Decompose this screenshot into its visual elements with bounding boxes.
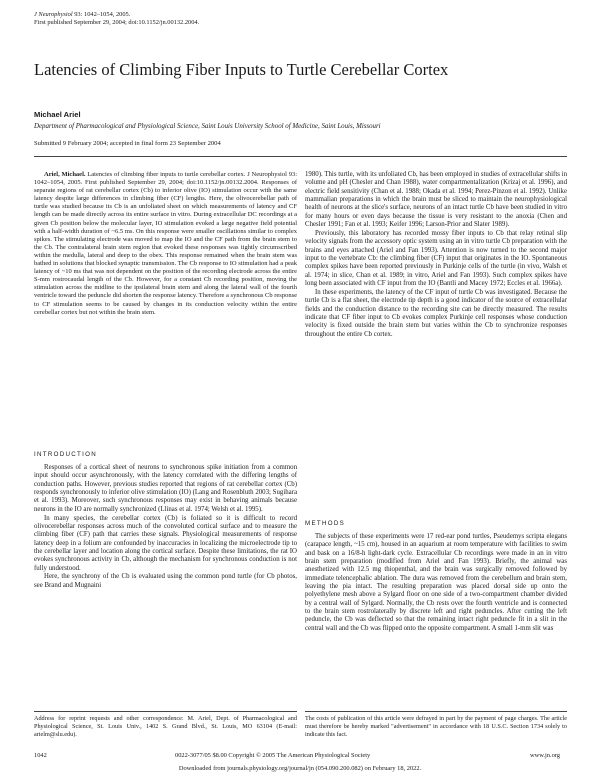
correspondence-footnote: Address for reprint requests and other correspondence: M. Ariel, Dept. of Pharmacological and Physiological Science, St. Louis Univ., 1402 S. Grand Blvd., St. Louis, MO 63104 (E-mail: arielm@slu.edu). (34, 715, 297, 738)
abstract (34, 171, 297, 317)
body-paragraph: 1980). This turtle, with its unfoliated Cb, has been employed in studies of extracellular shifts in volume and pH (Chesler and Chan 1988), water compartmentalization (Krizaj et al. 1996), and electric field sensitivity (Chan et al. 1988; Okada et al. 1994; Perez-Pinzon et al. 1992). Unlike mammalian preparations in which the brain must be sliced to maintain the neurophysiological health of neurons at the slice's surface, neurons of an intact turtle Cb have been studied in vitro for many hours or even days because the tissue is very resistant to the anoxia (Chen and Chesler 1991; Fan et al. 1993; Keifer 1996; Larson-Prior and Slater 1989). (305, 171, 567, 229)
methods-heading: METHODS (305, 520, 346, 527)
introduction-heading: INTRODUCTION (34, 451, 98, 458)
citation-text: 93: 1042–1054, 2005. (72, 11, 131, 18)
author-affiliation: Department of Pharmacological and Physiological Science, Saint Louis University School of Medicine, Saint Louis, Missouri (34, 123, 381, 130)
journal-url[interactable]: www.jn.org (530, 752, 560, 759)
copyright-line: 0022-3077/05 $8.00 Copyright © 2005 The American Physiological Society (175, 752, 371, 759)
methods-body (305, 533, 567, 633)
right-column (305, 171, 567, 339)
first-published: First published September 29, 2004; doi:10.1152/jn.00132.2004. (34, 19, 200, 26)
footnote-divider-right (305, 711, 567, 712)
journal-citation (34, 11, 199, 19)
body-paragraph: Previously, this laboratory has recorded mossy fiber inputs to Cb that relay retinal slip velocity signals from the accessory optic system using an in vitro turtle Cb preparation with the brains and eyes attached (Ariel and Fan 1993). Attention is now turned to the second major input to the vertebrate Cb: the climbing fiber (CF) input that originates in the IO. Spontaneous complex spikes have been reported previously in Purkinje cells of the turtle (in vivo, Walsh et al. 1974; in slice, Chan et al. 1989; in vitro, Ariel and Fan 1993). Such complex spikes have long been associated with CF input from the IO (Bantli and Macey 1972; Eccles et al. 1966a). (305, 229, 567, 287)
paper-title: Latencies of Climbing Fiber Inputs to Turtle Cerebellar Cortex (34, 60, 449, 79)
page-number: 1042 (34, 752, 47, 759)
author-name: Michael Ariel (34, 110, 81, 119)
body-paragraph: In these experiments, the latency of the CF input of turtle Cb was investigated. Because the turtle Cb is a flat sheet, the electrode tip depth is a good indicator of the source of extracellular fields and the conduction distance to the recording site can be directly measured. The results indicate that CF fiber input to Cb evokes complex Purkinje cell responses whose conduction velocity is fixed outside the brain stem but varies within the Cb to synchronize responses throughout the entire Cb cortex. (305, 288, 567, 338)
intro-paragraph: Responses of a cortical sheet of neurons to synchronous spike initiation from a common input should occur asynchronously, with the latency correlated with the differing lengths of conduction paths. However, previous studies reported that regions of rat cerebellar cortex (Cb) responds synchronously to inferior olive stimulation (IO) (Lang and Rosenbluth 2003; Sugihara et al. 1993). Moreover, such synchronous responses may exist in behaving animals because neurons in the IO are normally synchronized (Llinas et al. 1974; Welsh et al. 1995). (34, 464, 297, 513)
journal-name: J Neurophysiol (34, 11, 73, 18)
intro-paragraph: Here, the synchrony of the Cb is evaluated using the common pond turtle (for Cb photos, see Brand and Mugnaini (34, 573, 297, 589)
journal-header (34, 11, 199, 27)
submission-dates: Submitted 9 February 2004; accepted in final form 23 September 2004 (34, 140, 221, 147)
publication-cost-footnote: The costs of publication of this article were defrayed in part by the payment of page charges. The article must therefore be hereby marked "advertisement" in accordance with 18 U.S.C. Section 1734 solely to indicate this fact. (305, 715, 567, 738)
abstract-lead: Ariel, Michael. (44, 171, 86, 178)
methods-paragraph: The subjects of these experiments were 17 red-ear pond turtles, Pseudemys scripta elegans (carapace length, ~15 cm), housed in an aquarium at room temperature with facilities to swim and bask on a 16/8-h light-dark cycle. Extracellular Cb recordings were made in an in vitro brain stem preparation (modified from Ariel and Fan 1993). Briefly, the animal was anesthetized with 12.5 mg thiopenthal, and the brain was surgically removed followed by immediate telencephalic ablation. The dura was removed from the cerebellum and brain stem, leaving the pia intact. The resulting preparation was placed dorsal side up onto the polyethylene mesh above a Sylgard floor on one side of a two-compartment chamber divided by a central wall of Sylgard. Normally, the Cb rests over the fourth ventricle and is connected to the brain stem rostrolaterally by discrete left and right peduncles. After cutting the left peduncle, the Cb was deflected so that the remaining intact right peduncle fit in a slit in the central wall and the Cb was flipped onto the opposite compartment. A small 1-mm slit was (305, 533, 567, 632)
header-divider (34, 156, 567, 157)
intro-paragraph: In many species, the cerebellar cortex (Cb) is foliated so it is difficult to record olivocerebellar responses across much of the convoluted cortical surface and to measure the climbing fiber (CF) path that carries these signals. Physiological measurements of response latency deep in a folium are confounded by inaccuracies in localizing the microelectrode tip to the cerebellar layer and location along the cortical surface. Despite these limitations, the rat IO evokes synchronous activity in Cb, although the mechanism for synchronous conduction is not fully understood. (34, 514, 297, 572)
abstract-text: Latencies of climbing fiber inputs to turtle cerebellar cortex. J Neurophysiol 93: 1042–1054, 2005. First published September 29, 2004; doi:10.1152/jn.00132.2004. Responses of separate regions of rat cerebellar cortex (Cb) to inferior olive (IO) stimulation occur with the same latency despite large differences in climbing fiber (CF) lengths. Here, the olivocerebellar path of turtle was studied because its Cb is an unfoliated sheet on which measurements of latency and CF length can be made directly across its entire surface in vitro. During extracellular DC recordings at a given Cb position below the molecular layer, IO stimulation evoked a large negative field potential with a half-width duration of ~6.5 ms. On this response were smaller oscillations similar to complex spikes. The stimulating electrode was moved to map the IO and the CF path from the brain stem to the Cb. The contralateral brain stem region that evoked these responses was tightly circumscribed within the medulla, lateral and deep to the obex. This response remained when the brain stem was bathed in solutions that blocked synaptic transmission. The Cb response to IO stimulation had a peak latency of ~10 ms that was not dependent on the position of the recording electrode across the entire S-mm rostrocaudal length of the Cb. However, for a constant Cb recording position, moving the stimulation across the midline to the ipsilateral brain stem and along the lateral wall of the fourth ventricle toward the peduncle did shorten the response latency. Therefore a synchronous Cb response to CF stimulation seems to be caused by changes in its conduction velocity within the entire cerebellar cortex but not within the brain stem. (34, 171, 297, 316)
introduction-body (34, 464, 297, 590)
download-notice: Downloaded from journals.physiology.org/journal/jn (054.090.200.082) on February 18, 2022. (178, 765, 422, 772)
footnote-divider-left (34, 711, 297, 712)
left-column (34, 171, 297, 317)
